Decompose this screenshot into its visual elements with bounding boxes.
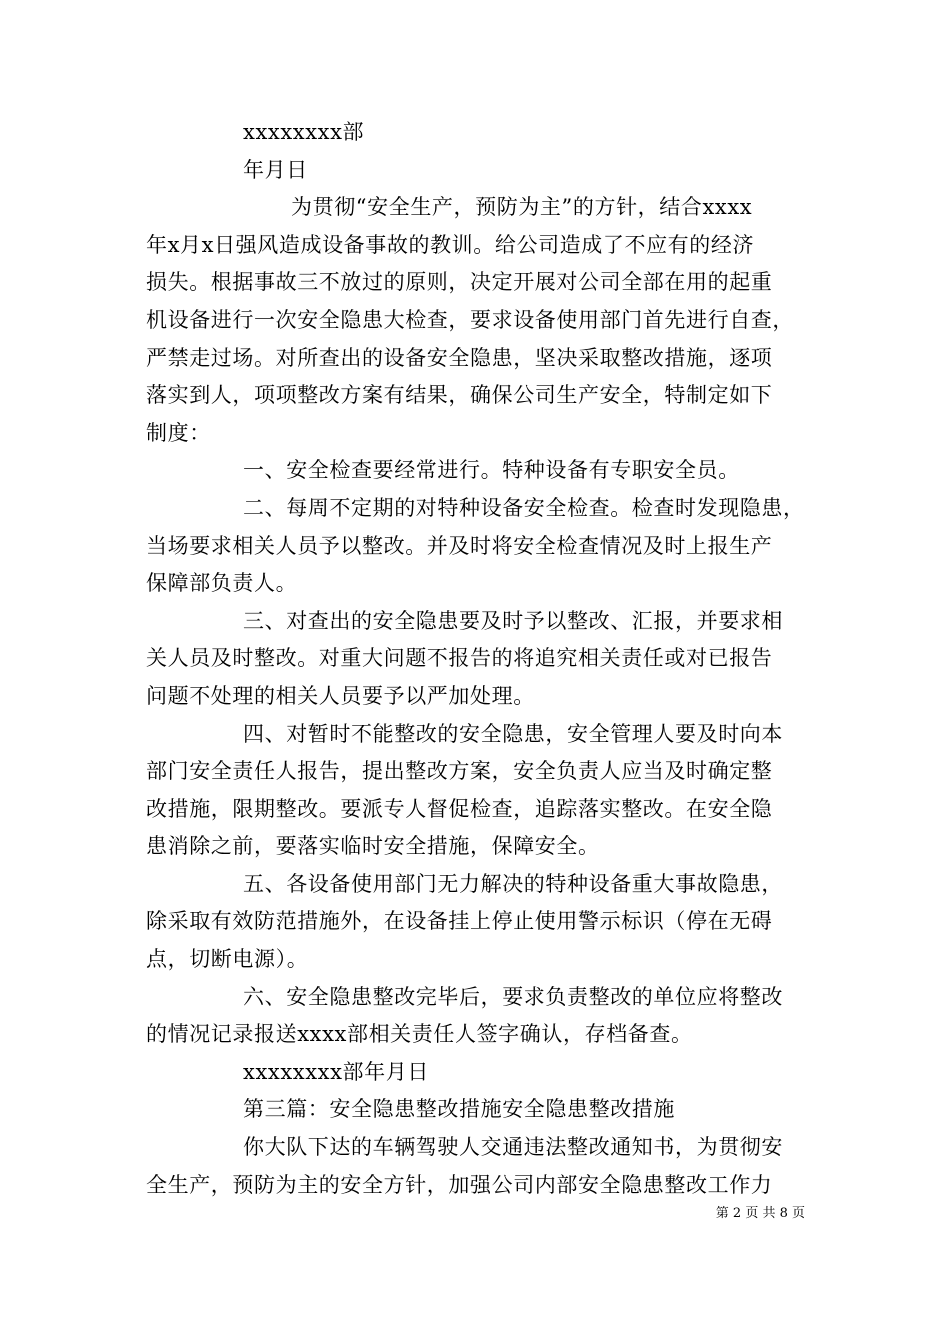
- text-line: 严禁走过场。对所查出的设备安全隐患，坚决采取整改措施，逐项: [146, 345, 773, 370]
- text-line: 全生产，预防为主的安全方针，加强公司内部安全隐患整改工作力: [146, 1172, 773, 1197]
- text-line: 二、每周不定期的对特种设备安全检查。检查时发现隐患，: [243, 495, 805, 520]
- text-line: 点，切断电源）。: [146, 947, 309, 972]
- text-line: 除采取有效防范措施外，在设备挂上停止使用警示标识（停在无碍: [146, 909, 773, 934]
- text-line: 四、对暂时不能整改的安全隐患，安全管理人要及时向本: [243, 721, 783, 746]
- text-line: xxxxxxxx部年月日: [243, 1059, 429, 1084]
- text-line: 的情况记录报送xxxx部相关责任人签字确认，存档备查。: [146, 1022, 693, 1047]
- text-line: 机设备进行一次安全隐患大检查，要求设备使用部门首先进行自查，: [146, 307, 794, 332]
- text-line: 制度：: [146, 420, 211, 445]
- page-number: 第 2 页 共 8 页: [715, 1206, 805, 1221]
- text-line: xxxxxxxx部: [243, 120, 365, 144]
- text-line: 三、对查出的安全隐患要及时予以整改、汇报，并要求相: [243, 608, 783, 633]
- text-line: 年x月x日强风造成设备事故的教训。给公司造成了不应有的经济: [146, 232, 755, 257]
- text-line: 落实到人，项项整改方案有结果，确保公司生产安全，特制定如下: [146, 383, 773, 408]
- text-line: 改措施，限期整改。要派专人督促检查，追踪落实整改。在安全隐: [146, 796, 773, 821]
- text-line: 第三篇：安全隐患整改措施安全隐患整改措施: [243, 1097, 675, 1122]
- text-line: 部门安全责任人报告，提出整改方案，安全负责人应当及时确定整: [146, 759, 773, 784]
- text-line: 患消除之前，要落实临时安全措施，保障安全。: [146, 834, 600, 859]
- text-line: 当场要求相关人员予以整改。并及时将安全检查情况及时上报生产: [146, 533, 773, 558]
- document-body: [146, 114, 826, 1204]
- text-line: 一、安全检查要经常进行。特种设备有专职安全员。: [243, 458, 740, 483]
- text-line: 六、安全隐患整改完毕后，要求负责整改的单位应将整改: [243, 984, 783, 1009]
- text-line: 五、各设备使用部门无力解决的特种设备重大事故隐患，: [243, 871, 783, 896]
- text-line: 问题不处理的相关人员要予以严加处理。: [146, 683, 535, 708]
- text-line: 年月日: [243, 157, 308, 182]
- text-line: 为贯彻“安全生产，预防为主”的方针，结合xxxx: [291, 195, 753, 220]
- text-line: 损失。根据事故三不放过的原则，决定开展对公司全部在用的起重: [146, 270, 773, 295]
- text-line: 你大队下达的车辆驾驶人交通违法整改通知书，为贯彻安: [243, 1135, 783, 1160]
- text-line: 关人员及时整改。对重大问题不报告的将追究相关责任或对已报告: [146, 646, 773, 671]
- text-line: 保障部负责人。: [146, 571, 298, 596]
